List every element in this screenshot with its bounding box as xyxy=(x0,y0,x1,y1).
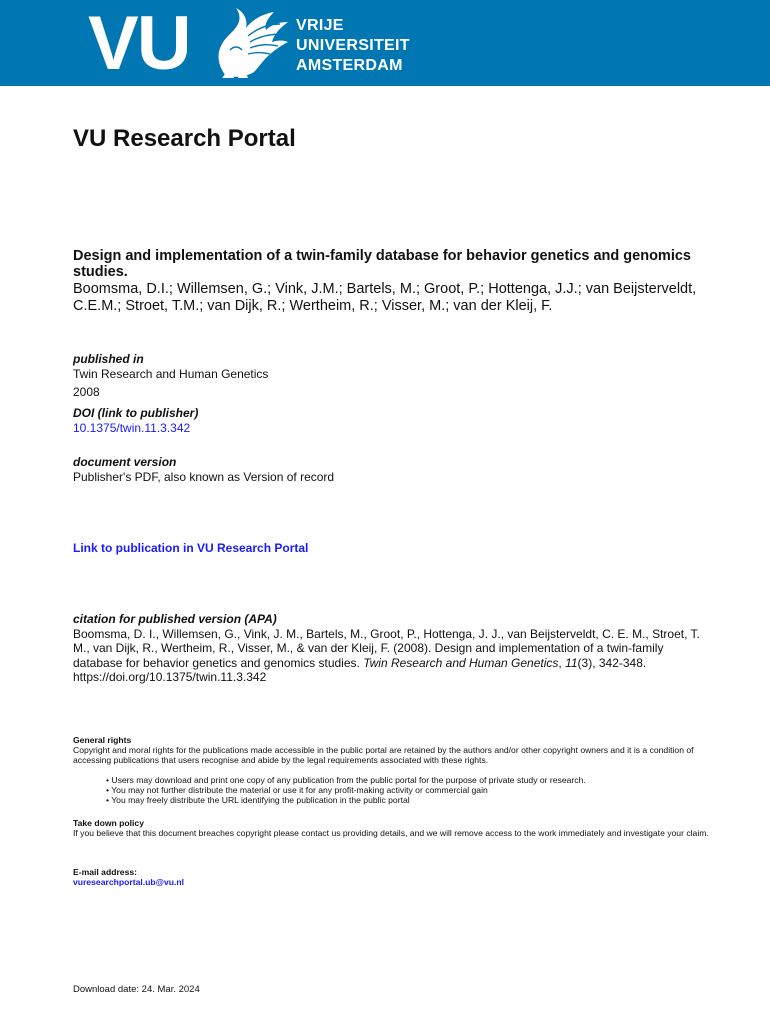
email-link[interactable]: vuresearchportal.ub@vu.nl xyxy=(73,877,185,887)
university-name-line1: VRIJE xyxy=(296,17,344,34)
citation-text xyxy=(73,627,713,685)
rights-bullet-item: • You may freely distribute the URL identifying the publication in the public portal xyxy=(106,795,410,805)
citation-volume: 11 xyxy=(565,655,578,670)
general-rights-section xyxy=(73,735,723,765)
university-name-line2: UNIVERSITEIT xyxy=(296,37,410,54)
take-down-text: If you believe that this document breaches copyright please contact us providing details, and we will remove access to the work immediately and investigate your claim. xyxy=(73,828,709,838)
citation-text-main: Boomsma, D. I., Willemsen, G., Vink, J. M., Bartels, M., Groot, P., Hottenga, J. J., van Beijsterveldt, C. E. M., Stroet, T. M., van Dijk, R., Wertheim, R., Visser, M., & van der Kleij, F. (2008). Design and implementation of a twin-family database for behavior genetics and genomics studies. xyxy=(73,626,700,670)
portal-title: VU Research Portal xyxy=(73,125,296,152)
take-down-heading: Take down policy xyxy=(73,818,144,828)
take-down-section xyxy=(73,818,723,838)
university-name-line3: AMSTERDAM xyxy=(296,57,403,74)
rights-bullet-item: • You may not further distribute the material or use it for any profit-making activity or commercial gain xyxy=(106,785,488,795)
header-banner xyxy=(0,0,770,86)
rights-bullet-list xyxy=(106,775,586,805)
citation-journal: Twin Research and Human Genetics xyxy=(363,655,559,670)
paper-title: Design and implementation of a twin-family database for behavior genetics and genomics studies. xyxy=(73,248,691,280)
citation-text-end: (3), 342-348. https://doi.org/10.1375/twin.11.3.342 xyxy=(73,655,647,684)
portal-publication-link[interactable]: Link to publication in VU Research Portal xyxy=(73,541,309,555)
general-rights-heading: General rights xyxy=(73,735,132,745)
general-rights-text: Copyright and moral rights for the publications made accessible in the public portal are retained by the authors and/or other copyright owners and it is a condition of accessing publications that users recognise and abide by the legal requirements associated with these rights. xyxy=(73,745,694,765)
university-name xyxy=(296,16,410,76)
email-section xyxy=(73,867,723,887)
document-version-value: Publisher's PDF, also known as Version of record xyxy=(73,470,335,484)
doi-label: DOI (link to publisher) xyxy=(73,406,199,420)
document-version-label: document version xyxy=(73,455,177,469)
paper-authors: Boomsma, D.I.; Willemsen, G.; Vink, J.M.; Bartels, M.; Groot, P.; Hottenga, J.J.; van Beijsterveldt, C.E.M.; Stroet, T.M.; van Dijk, R.; Wertheim, R.; Visser, M.; van der Kleij, F. xyxy=(73,281,697,314)
doi-link[interactable]: 10.1375/twin.11.3.342 xyxy=(73,421,191,435)
doi-section xyxy=(73,406,198,436)
download-date: Download date: 24. Mar. 2024 xyxy=(73,984,200,995)
publication-year: 2008 xyxy=(73,385,100,399)
citation-separator: , xyxy=(558,655,566,670)
journal-name: Twin Research and Human Genetics xyxy=(73,367,269,381)
published-in-label: published in xyxy=(73,352,144,366)
email-heading: E-mail address: xyxy=(73,867,137,877)
citation-section xyxy=(73,612,713,685)
rights-bullet-item: • Users may download and print one copy of any publication from the public portal for the purpose of private study or research. xyxy=(106,775,586,785)
document-version-section xyxy=(73,455,334,485)
vu-logo-letters: VU xyxy=(88,1,190,86)
griffin-logo-icon xyxy=(208,6,290,78)
published-in-section xyxy=(73,352,268,400)
citation-label: citation for published version (APA) xyxy=(73,612,277,626)
